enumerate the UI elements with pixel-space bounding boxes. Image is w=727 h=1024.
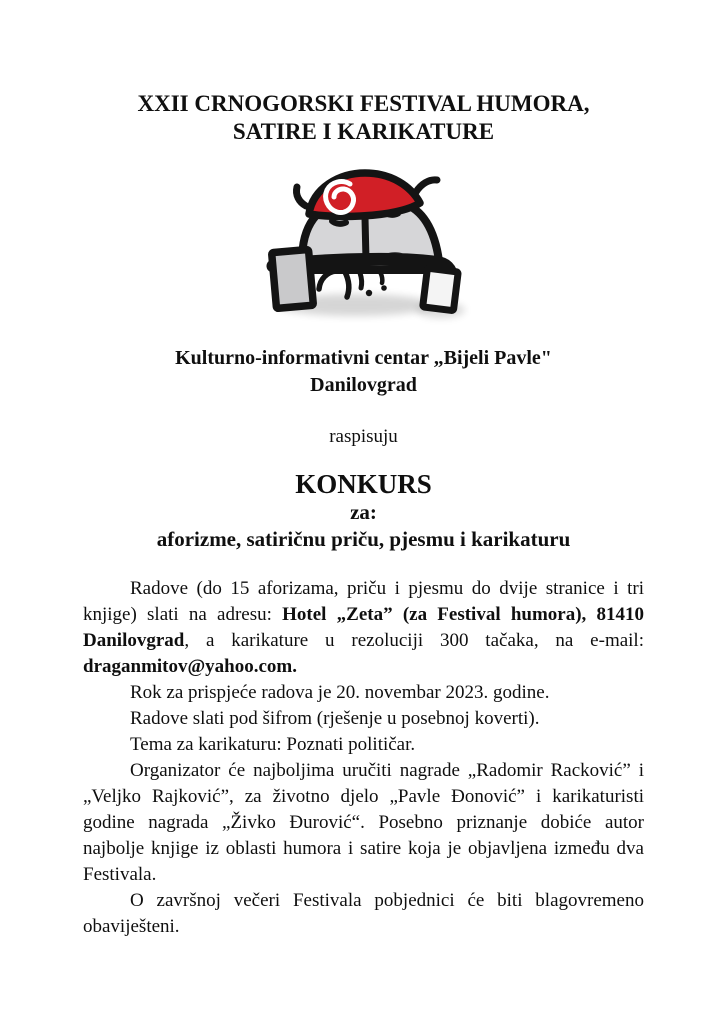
mascot-whisker-3 [360,273,362,288]
mascot-dot-1 [365,290,371,296]
mascot-hand-right [422,268,458,310]
document-body [83,576,644,940]
paragraph-awards: Organizator će najboljima uručiti nagrade „Radomir Racković” i „Veljko Rajković”, za životno djelo „Pavle Đonović” i karikaturisti godine nagrada „Živko Đurović“. Posebno priznanje dobiće autor najbolje knjige iz oblasti humora i satire koja je objavljena između dva Festivala. [83,760,644,885]
announcement-text: raspisuju [329,426,398,447]
mascot-whisker-4 [379,270,382,283]
festival-mascot-icon [243,158,485,326]
title-line-2: SATIRE I KARIKATURE [232,119,495,144]
organizer-line-2: Danilovgrad [310,374,417,396]
paragraph-cipher: Radove slati pod šifrom (rješenje u posebnoj koverti). [130,708,540,729]
mascot-eye-left [332,221,346,224]
mascot-dot-2 [381,285,387,291]
paragraph-submission [83,576,644,680]
contest-heading: KONKURS [295,469,432,499]
mascot-illustration-container [83,158,644,331]
submission-text-mid: , a karikature u rezoluciji 300 tačaka, na e-mail: [184,630,644,651]
document-title [83,90,644,146]
mascot-hand-right-rect [422,268,458,310]
mascot-hand-left-rect [271,249,313,308]
submission-address: Hotel „Zeta” (za Festival humora), 81410 Danilovgrad [83,604,644,651]
organizer-line-1: Kulturno-informativni centar „Bijeli Pavle" [175,347,552,369]
paragraph-deadline: Rok za prispjeće radova je 20. novembar 2023. godine. [130,682,550,703]
submission-email: draganmitov@yahoo.com. [83,656,298,677]
mascot-hand-left [271,249,313,308]
title-line-1: XXII CRNOGORSKI FESTIVAL HUMORA, [137,91,590,116]
contest-categories: aforizme, satiričnu priču, pjesmu i karikaturu [156,527,571,551]
mascot-tuft-left [296,187,306,206]
paragraph-closing: O završnoj večeri Festivala pobjednici će biti blagovremeno obaviješteni. [83,890,644,937]
contest-za: za: [350,500,377,524]
submission-text-pre: Radove (do 15 aforizama, priču i pjesmu do dvije stranice i tri knjige) slati na adresu: [83,578,644,625]
organizer-heading [83,345,644,399]
mascot-whisker-2 [345,272,349,297]
mascot-tuft-right [416,180,437,192]
paragraph-theme: Tema za karikaturu: Poznati političar. [130,734,416,755]
